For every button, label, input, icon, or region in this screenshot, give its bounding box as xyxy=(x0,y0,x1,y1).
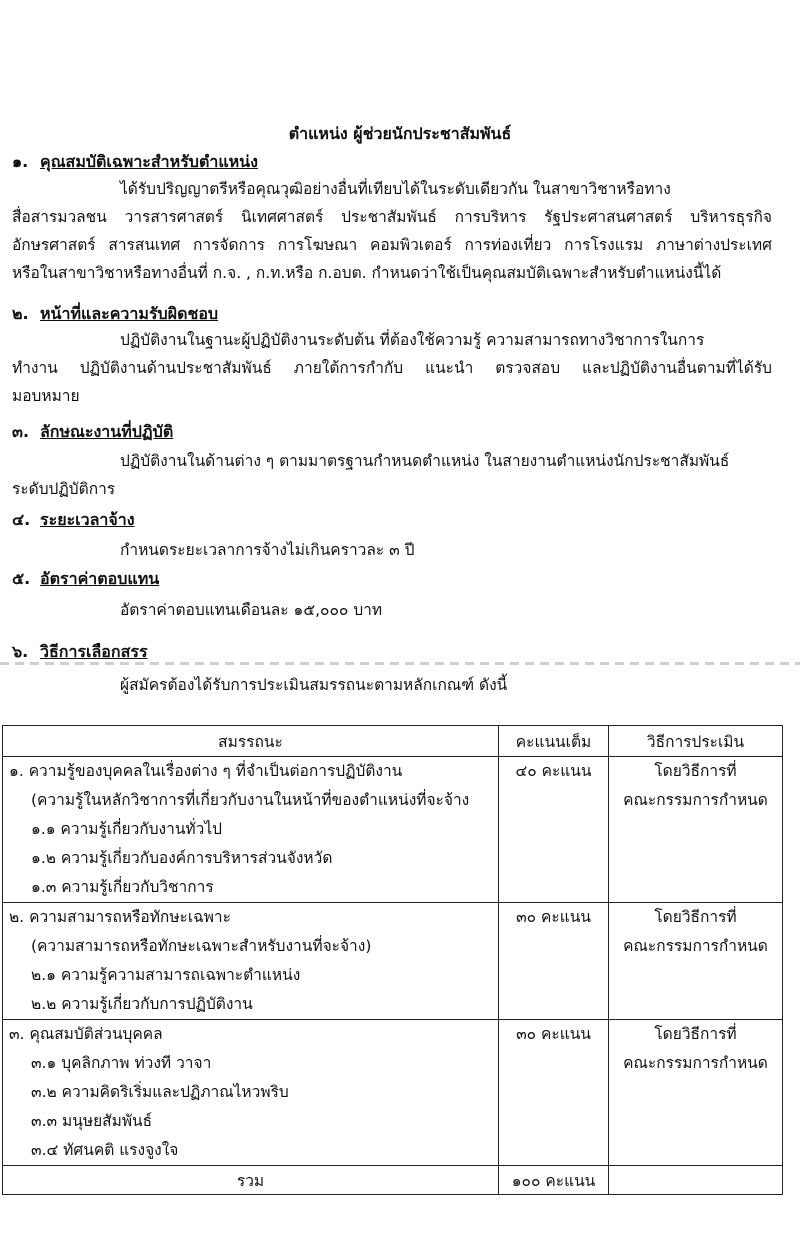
section-number: ๖. xyxy=(12,642,29,661)
competency-cell xyxy=(3,757,499,903)
competency-line: (ความรู้ในหลักวิชาการที่เกี่ยวกับงานในหน้าที่ของตำแหน่งที่จะจ้าง xyxy=(31,791,470,809)
competency-line: ๒. ความสามารถหรือทักษะเฉพาะ xyxy=(9,908,231,926)
method-line: โดยวิธีการที่ xyxy=(654,1025,737,1043)
section-title: วิธีการเลือกสรร xyxy=(40,642,148,661)
method-line: คณะกรรมการกำหนด xyxy=(623,937,768,955)
method-line: คณะกรรมการกำหนด xyxy=(623,1054,768,1072)
section-6-body: ผู้สมัครต้องได้รับการประเมินสมรรถนะตามหลักเกณฑ์ ดังนี้ xyxy=(120,676,508,694)
competency-cell xyxy=(3,1020,499,1166)
header-full-score: คะแนนเต็ม xyxy=(499,726,609,757)
paragraph-line: ระดับปฏิบัติการ xyxy=(12,480,116,498)
section-number: ๒. xyxy=(12,304,29,323)
competency-line: ๒.๒ ความรู้เกี่ยวกับการปฏิบัติงาน xyxy=(31,995,253,1013)
section-1-heading xyxy=(12,150,258,175)
score-value: ๓๐ คะแนน xyxy=(516,1025,591,1043)
competency-line: ๑.๓ ความรู้เกี่ยวกับวิชาการ xyxy=(31,878,214,896)
table-row xyxy=(3,757,783,903)
competency-line: ๑. ความรู้ของบุคคลในเรื่องต่าง ๆ ที่จำเป็นต่อการปฏิบัติงาน xyxy=(9,762,403,780)
section-1-body xyxy=(12,175,772,287)
document-title: ตำแหน่ง ผู้ช่วยนักประชาสัมพันธ์ xyxy=(288,124,512,143)
section-title: ระยะเวลาจ้าง xyxy=(40,510,135,529)
competency-line: ๑.๒ ความรู้เกี่ยวกับองค์การบริหารส่วนจังหวัด xyxy=(31,849,333,867)
score-value: ๔๐ คะแนน xyxy=(515,762,592,780)
table-row xyxy=(3,903,783,1020)
competency-table xyxy=(2,725,783,1195)
section-4-heading xyxy=(12,508,135,533)
competency-line: ๓. คุณสมบัติส่วนบุคคล xyxy=(9,1025,163,1043)
section-title: ลักษณะงานที่ปฏิบัติ xyxy=(40,422,174,441)
section-5-body: อัตราค่าตอบแทนเดือนละ ๑๕,๐๐๐ บาท xyxy=(120,601,383,619)
score-value: ๓๐ คะแนน xyxy=(516,908,591,926)
header-competency: สมรรถนะ xyxy=(3,726,499,757)
section-3-body xyxy=(12,447,772,503)
score-cell xyxy=(499,1020,609,1166)
method-line: คณะกรรมการกำหนด xyxy=(623,791,768,809)
competency-line: ๓.๓ มนุษยสัมพันธ์ xyxy=(31,1112,153,1130)
section-number: ๔. xyxy=(12,510,31,529)
paragraph-line: ได้รับปริญญาตรีหรือคุณวุฒิอย่างอื่นที่เทียบได้ในระดับเดียวกัน ในสาขาวิชาหรือทาง xyxy=(120,180,671,198)
score-cell xyxy=(499,757,609,903)
method-line: โดยวิธีการที่ xyxy=(654,908,737,926)
section-number: ๓. xyxy=(12,422,30,441)
competency-line: ๒.๑ ความรู้ความสามารถเฉพาะตำแหน่ง xyxy=(31,966,301,984)
table-row xyxy=(3,1020,783,1166)
competency-line: ๓.๔ ทัศนคติ แรงจูงใจ xyxy=(31,1141,179,1159)
competency-cell xyxy=(3,903,499,1020)
method-cell xyxy=(609,1020,783,1166)
header-method: วิธีการประเมิน xyxy=(609,726,783,757)
method-line: โดยวิธีการที่ xyxy=(654,762,737,780)
paragraph-line: หรือในสาขาวิชาหรือทางอื่นที่ ก.จ. , ก.ท.หรือ ก.อบต. กำหนดว่าใช้เป็นคุณสมบัติเฉพาะสำหรับตำแหน่งนี้ได้ xyxy=(12,264,722,282)
scan-artifact xyxy=(0,662,800,665)
section-title: คุณสมบัติเฉพาะสำหรับตำแหน่ง xyxy=(40,152,258,171)
score-cell xyxy=(499,903,609,1020)
table-header-row xyxy=(3,726,783,757)
total-method-empty xyxy=(609,1166,783,1195)
competency-line: ๑.๑ ความรู้เกี่ยวกับงานทั่วไป xyxy=(31,820,222,838)
section-3-heading xyxy=(12,420,173,445)
section-number: ๑. xyxy=(12,152,29,171)
total-label: รวม xyxy=(3,1166,499,1195)
section-4-body: กำหนดระยะเวลาการจ้างไม่เกินคราวละ ๓ ปี xyxy=(120,541,415,559)
total-score: ๑๐๐ คะแนน xyxy=(499,1166,609,1195)
paragraph-line: ปฏิบัติงานในด้านต่าง ๆ ตามมาตรฐานกำหนดตำแหน่ง ในสายงานตำแหน่งนักประชาสัมพันธ์ xyxy=(120,452,730,470)
section-title: หน้าที่และความรับผิดชอบ xyxy=(40,304,219,323)
section-2-body xyxy=(12,326,772,410)
method-cell xyxy=(609,903,783,1020)
section-number: ๕. xyxy=(12,569,31,588)
method-cell xyxy=(609,757,783,903)
section-5-heading xyxy=(12,567,159,592)
competency-line: (ความสามารถหรือทักษะเฉพาะสำหรับงานที่จะจ้าง) xyxy=(31,937,372,955)
paragraph-line: สื่อสารมวลชน วารสารศาสตร์ นิเทศศาสตร์ ประชาสัมพันธ์ การบริหาร รัฐประศาสนศาสตร์ บริหารธุรกิจ xyxy=(12,208,772,226)
competency-line: ๓.๒ ความคิดริเริ่มและปฏิภาณไหวพริบ xyxy=(31,1083,289,1101)
competency-line: ๓.๑ บุคลิกภาพ ท่วงที วาจา xyxy=(31,1054,212,1072)
paragraph-line: ปฏิบัติงานในฐานะผู้ปฏิบัติงานระดับต้น ที่ต้องใช้ความรู้ ความสามารถทางวิชาการในการ xyxy=(120,331,705,349)
section-2-heading xyxy=(12,302,218,327)
paragraph-line: อักษรศาสตร์ สารสนเทศ การจัดการ การโฆษณา คอมพิวเตอร์ การท่องเที่ยว การโรงแรม ภาษาต่างประเทศ xyxy=(12,236,772,254)
paragraph-line: ทำงาน ปฏิบัติงานด้านประชาสัมพันธ์ ภายใต้การกำกับ แนะนำ ตรวจสอบ และปฏิบัติงานอื่นตามที่ได้รับ xyxy=(12,359,772,377)
table-total-row xyxy=(3,1166,783,1195)
section-title: อัตราค่าตอบแทน xyxy=(40,569,160,588)
paragraph-line: มอบหมาย xyxy=(12,387,80,405)
